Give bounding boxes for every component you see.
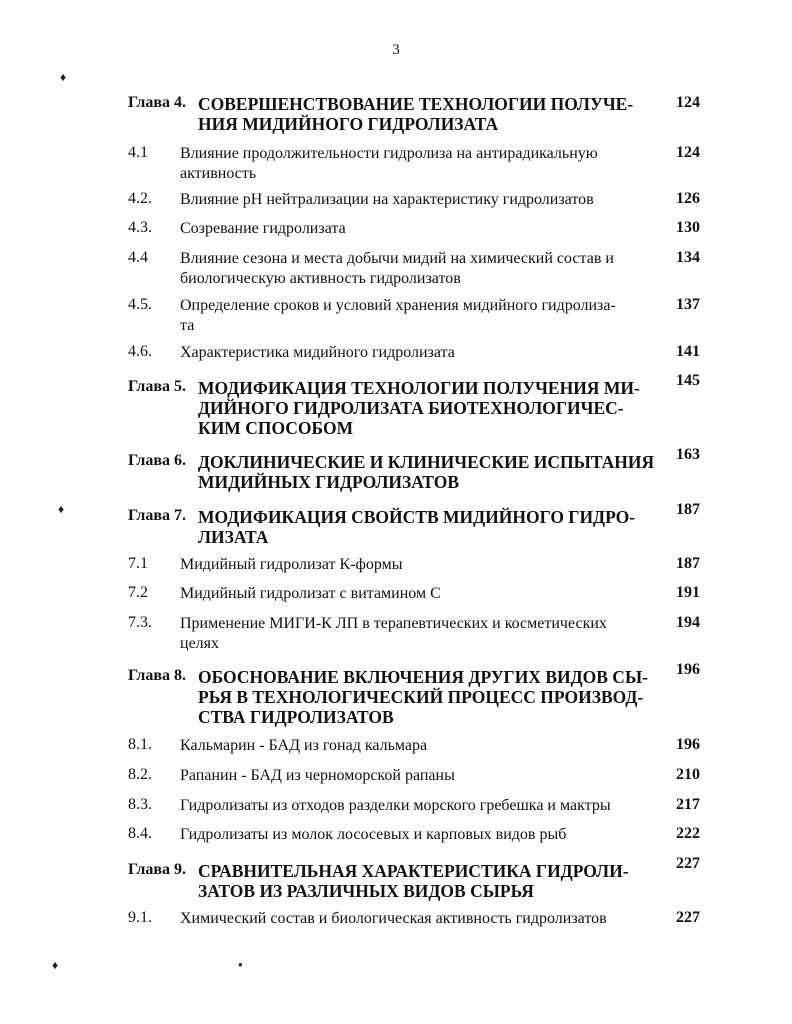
chapter-title: МОДИФИКАЦИЯ ТЕХНОЛОГИИ ПОЛУЧЕНИЯ МИ- ДИЙНОГО ГИДРОЛИЗАТА БИОТЕХНОЛОГИЧЕС- КИМ СПОСОБОМ [198, 378, 640, 438]
section-page: 196 [676, 736, 700, 753]
section-number: 8.3. [128, 796, 152, 813]
scan-mark: ♦ [60, 70, 67, 84]
chapter-label: Глава 5. [128, 378, 186, 395]
chapter-title: СРАВНИТЕЛЬНАЯ ХАРАКТЕРИСТИКА ГИДРОЛИ- ЗАТОВ ИЗ РАЗЛИЧНЫХ ВИДОВ СЫРЬЯ [198, 861, 629, 901]
section-page: 130 [676, 219, 700, 236]
section-number: 8.1. [128, 736, 152, 753]
chapter-page: 124 [676, 94, 700, 111]
section-title: Гидролизаты из отходов разделки морского гребешка и мактры [180, 797, 611, 814]
section-number: 7.3. [128, 614, 152, 631]
section-title: Рапанин - БАД из черноморской рапаны [180, 767, 455, 784]
section-page: 191 [676, 584, 700, 601]
chapter-page: 145 [676, 372, 700, 389]
section-number: 4.2. [128, 190, 152, 207]
section-title: Гидролизаты из молок лососевых и карповых видов рыб [180, 826, 567, 843]
section-page: 124 [676, 144, 700, 161]
section-title: Мидийный гидролизат К-формы [180, 556, 403, 573]
section-page: 210 [676, 766, 700, 783]
chapter-title: МОДИФИКАЦИЯ СВОЙСТВ МИДИЙНОГО ГИДРО- ЛИЗАТА [198, 507, 636, 547]
section-page: 141 [676, 343, 700, 360]
chapter-page: 227 [676, 855, 700, 872]
section-number: 4.3. [128, 219, 152, 236]
section-title: Влияние сезона и места добычи мидий на химический состав и биологическую активность гидролизатов [180, 250, 614, 287]
chapter-title: ДОКЛИНИЧЕСКИЕ И КЛИНИЧЕСКИЕ ИСПЫТАНИЯ МИДИЙНЫХ ГИДРОЛИЗАТОВ [198, 452, 655, 492]
section-number: 4.1 [128, 144, 148, 161]
section-title: Определение сроков и условий хранения мидийного гидролиза- та [180, 297, 616, 334]
section-page: 227 [676, 909, 700, 926]
section-title: Влияние продолжительности гидролиза на антирадикальную активность [180, 145, 598, 182]
section-title: Характеристика мидийного гидролизата [180, 344, 455, 361]
section-number: 8.4. [128, 825, 152, 842]
section-title: Созревание гидролизата [180, 220, 346, 237]
section-title: Кальмарин - БАД из гонад кальмара [180, 737, 428, 754]
scan-mark: ♦ [58, 502, 65, 516]
scan-dot: ● [238, 960, 243, 969]
section-number: 4.4 [128, 249, 148, 266]
scan-mark: ♦ [52, 958, 59, 972]
page-number: 3 [392, 42, 400, 58]
section-number: 4.6. [128, 343, 152, 360]
section-page: 222 [676, 825, 700, 842]
chapter-page: 163 [676, 446, 700, 463]
section-number: 9.1. [128, 909, 152, 926]
chapter-label: Глава 7. [128, 507, 186, 524]
chapter-page: 187 [676, 501, 700, 518]
section-number: 8.2. [128, 766, 152, 783]
section-page: 194 [676, 614, 700, 631]
chapter-label: Глава 9. [128, 861, 186, 878]
section-title: Влияние pH нейтрализации на характеристику гидролизатов [180, 191, 594, 208]
chapter-title: ОБОСНОВАНИЕ ВКЛЮЧЕНИЯ ДРУГИХ ВИДОВ СЫ- РЬЯ В ТЕХНОЛОГИЧЕСКИЙ ПРОЦЕСС ПРОИЗВОД- СТВА ГИДРОЛИЗАТОВ [198, 667, 648, 727]
section-page: 126 [676, 190, 700, 207]
chapter-page: 196 [676, 661, 700, 678]
section-page: 137 [676, 296, 700, 313]
section-number: 4.5. [128, 296, 152, 313]
section-title: Мидийный гидролизат с витамином С [180, 585, 441, 602]
section-title: Химический состав и биологическая активность гидролизатов [180, 910, 607, 927]
chapter-label: Глава 8. [128, 667, 186, 684]
section-page: 187 [676, 555, 700, 572]
chapter-title: СОВЕРШЕНСТВОВАНИЕ ТЕХНОЛОГИИ ПОЛУЧЕ- НИЯ МИДИЙНОГО ГИДРОЛИЗАТА [198, 94, 634, 134]
chapter-label: Глава 4. [128, 94, 186, 111]
section-number: 7.2 [128, 584, 148, 601]
section-page: 217 [676, 796, 700, 813]
section-page: 134 [676, 249, 700, 266]
section-title: Применение МИГИ-К ЛП в терапевтических и косметических целях [180, 615, 607, 652]
section-number: 7.1 [128, 555, 148, 572]
chapter-label: Глава 6. [128, 452, 186, 469]
